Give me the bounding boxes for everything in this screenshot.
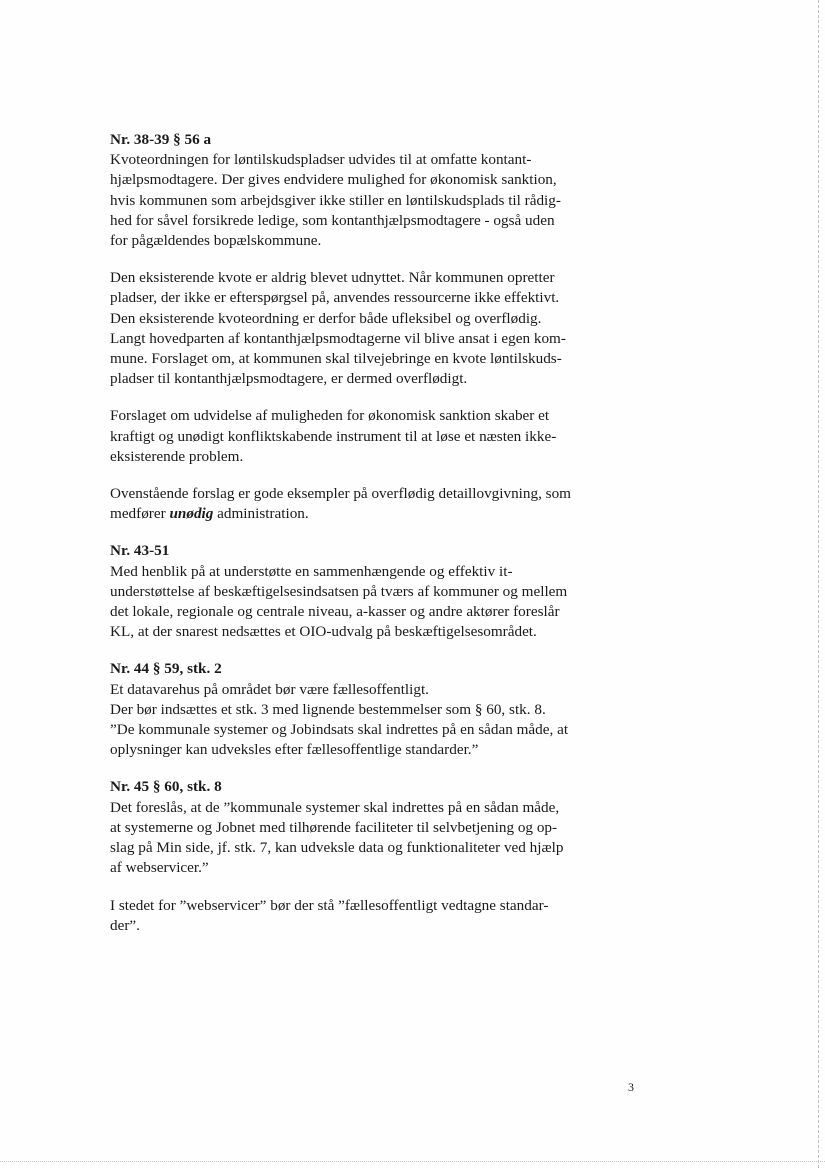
paragraph-gap xyxy=(110,389,600,406)
text-line: af webservicer.” xyxy=(110,859,209,877)
page-number: 3 xyxy=(628,1080,634,1094)
text-line: oplysninger kan udveksles efter fællesoffentlige standarder.” xyxy=(110,741,479,759)
text-line: Med henblik på at understøtte en sammenhængende og effektiv it- xyxy=(110,562,513,580)
section-gap xyxy=(110,760,600,777)
text-line: Kvoteordningen for løntilskudspladser udvides til at omfatte kontant- xyxy=(110,151,532,169)
paragraph xyxy=(110,406,600,467)
text-line: I stedet for ”webservicer” bør der stå ”fællesoffentligt vedtagne standar- xyxy=(110,896,549,914)
text-line: Der bør indsættes et stk. 3 med lignende bestemmelser som § 60, stk. 8. xyxy=(110,700,546,718)
text-line: at systemerne og Jobnet med tilhørende faciliteter til selvbetjening og op- xyxy=(110,818,558,836)
section-heading: Nr. 45 § 60, stk. 8 xyxy=(110,778,222,796)
text-line xyxy=(110,504,600,524)
paragraph-gap xyxy=(110,251,600,268)
text-line: hvis kommunen som arbejdsgiver ikke stiller en løntilskudsplads til rådig- xyxy=(110,191,561,209)
text-line: Ovenstående forslag er gode eksempler på overflødig detaillovgivning, som xyxy=(110,485,571,503)
text-line: det lokale, regionale og centrale niveau, a-kasser og andre aktører foreslår xyxy=(110,603,560,621)
paragraph-gap xyxy=(110,467,600,484)
text-line: Det foreslås, at de ”kommunale systemer skal indrettes på en sådan måde, xyxy=(110,798,560,816)
paragraph-gap xyxy=(110,879,600,896)
paragraph xyxy=(110,680,600,761)
text-line: eksisterende problem. xyxy=(110,447,244,465)
emphasis-text: unødig xyxy=(169,505,214,523)
text-line: Den eksisterende kvote er aldrig blevet udnyttet. Når kommunen opretter xyxy=(110,269,555,287)
paragraph xyxy=(110,150,600,251)
text-line: KL, at der snarest nedsættes et OIO-udvalg på beskæftigelsesområdet. xyxy=(110,623,537,641)
text-line: mune. Forslaget om, at kommunen skal tilvejebringe en kvote løntilskuds- xyxy=(110,350,562,368)
text-line: understøttelse af beskæftigelsesindsatsen på tværs af kommuner og mellem xyxy=(110,582,568,600)
section-nr-43-51 xyxy=(110,541,600,642)
text-line: for pågældendes bopælskommune. xyxy=(110,232,322,250)
section-heading: Nr. 44 § 59, stk. 2 xyxy=(110,660,222,678)
section-heading: Nr. 43-51 xyxy=(110,542,170,560)
text-line: pladser, der ikke er efterspørgsel på, anvendes ressourcerne ikke effektivt. xyxy=(110,289,560,307)
paragraph xyxy=(110,896,600,936)
text-line: Langt hovedparten af kontanthjælpsmodtagerne vil blive ansat i egen kom- xyxy=(110,329,566,347)
section-nr-44 xyxy=(110,659,600,760)
section-gap xyxy=(110,642,600,659)
section-gap xyxy=(110,524,600,541)
paragraph xyxy=(110,484,600,524)
text-fragment: administration. xyxy=(213,505,309,523)
text-line: Den eksisterende kvoteordning er derfor både ufleksibel og overflødig. xyxy=(110,309,542,327)
text-line: der”. xyxy=(110,916,140,934)
text-line: pladser til kontanthjælpsmodtagere, er dermed overflødigt. xyxy=(110,370,468,388)
text-line: Forslaget om udvidelse af muligheden for økonomisk sanktion skaber et xyxy=(110,407,550,425)
text-fragment: medfører xyxy=(110,505,170,523)
section-heading: Nr. 38-39 § 56 a xyxy=(110,131,212,148)
document-body xyxy=(110,130,600,936)
text-line: ”De kommunale systemer og Jobindsats skal indrettes på en sådan måde, at xyxy=(110,721,569,739)
text-line: kraftigt og unødigt konfliktskabende instrument til at løse et næsten ikke- xyxy=(110,427,557,445)
paragraph xyxy=(110,798,600,879)
text-line: hjælpsmodtagere. Der gives endvidere mulighed for økonomisk sanktion, xyxy=(110,171,557,189)
scan-edge-bottom xyxy=(0,1161,825,1162)
section-nr-45 xyxy=(110,777,600,935)
text-line: hed for såvel forsikrede ledige, som kontanthjælpsmodtagere - også uden xyxy=(110,211,555,229)
text-line: slag på Min side, jf. stk. 7, kan udveksle data og funktionaliteter ved hjælp xyxy=(110,839,564,857)
paragraph xyxy=(110,562,600,643)
section-nr-38-39 xyxy=(110,130,600,524)
paragraph xyxy=(110,268,600,389)
scan-edge-right xyxy=(818,0,819,1168)
text-line: Et datavarehus på området bør være fællesoffentligt. xyxy=(110,680,429,698)
